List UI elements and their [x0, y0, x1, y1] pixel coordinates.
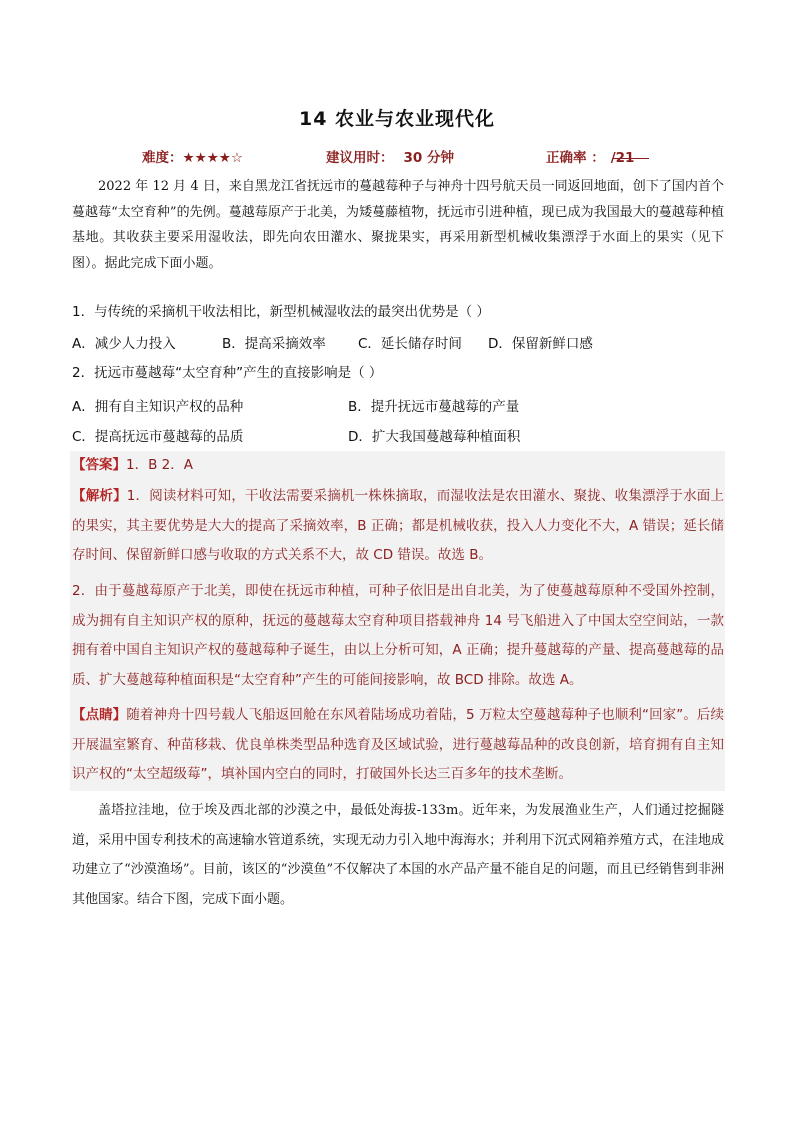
answer-text: 1．B 2．A — [126, 457, 193, 473]
analysis-tag: 【解析】 — [72, 488, 127, 504]
question-2-stem: 2．抚远市蔓越莓“太空育种”产生的直接影响是（ ） — [72, 365, 383, 381]
point-text: 随着神舟十四号载人飞船返回舱在东风着陆场成功着陆，5 万粒太空蔓越莓种子也顺利“回家”。后续开展温室繁育、种苗移栽、优良单株类型品种选育及区域试验，进行蔓越莓品种的改良创新，培育拥有自主知识产权的“太空超级莓”，填补国内空白的同时，打破国外长达三百多年的技术垄断。 — [72, 707, 724, 782]
suggested-time — [326, 146, 454, 166]
accuracy — [546, 146, 634, 166]
q1-option-a[interactable]: A．减少人力投入 — [72, 336, 176, 352]
accuracy-label: 正确率 ： — [546, 150, 605, 166]
q2-option-c[interactable]: C．提高抚远市蔓越莓的品质 — [72, 429, 244, 445]
accuracy-total: /21 — [610, 150, 635, 166]
answer-line — [72, 451, 724, 481]
time-label: 建议用时： — [326, 150, 394, 166]
q2-option-d[interactable]: D．扩大我国蔓越莓种植面积 — [348, 429, 521, 445]
point-tag: 【点睛】 — [72, 707, 127, 723]
q1-option-d[interactable]: D．保留新鲜口感 — [488, 336, 593, 352]
analysis-1 — [72, 482, 724, 571]
q1-option-b[interactable]: B．提高采摘效率 — [222, 336, 326, 352]
q2-option-a[interactable]: A．拥有自主知识产权的品种 — [72, 399, 244, 415]
passage-desert-fishery: 盖塔拉洼地，位于埃及西北部的沙漠之中，最低处海拔-133m。近年来，为发展渔业生产，人们通过挖掘隧道，采用中国专利技术的高速输水管道系统，实现无动力引入地中海海水；并利用下沉式网箱养殖方式，在洼地成功建立了“沙漠渔场”。目前，该区的“沙漠鱼”不仅解决了本国的水产品产量不能自足的问题，而且已经销售到非洲其他国家。结合下图，完成下面小题。 — [72, 803, 724, 907]
accuracy-blank[interactable] — [613, 146, 649, 159]
answer-tag: 【答案】 — [72, 457, 126, 473]
analysis-2: 2．由于蔓越莓原产于北美，即使在抚远市种植，可种子依旧是出自北美，为了使蔓越莓原种不受国外控制，成为拥有自主知识产权的原种，抚远的蔓越莓太空育种项目搭载神舟 14 号飞船进入了中国太空空间站，一款拥有着中国自主知识产权的蔓越莓种子诞生，由以上分析可知，A 正确；提升蔓越莓的产量、提高蔓越莓的品质、扩大蔓越莓种植面积是“太空育种”产生的可能间接影响，故 BCD 排除。故选 A。 — [72, 583, 724, 688]
q1-option-c[interactable]: C．延长储存时间 — [358, 336, 462, 352]
passage-cranberry: 2022 年 12 月 4 日，来自黑龙江省抚远市的蔓越莓种子与神舟十四号航天员一同返回地面，创下了国内首个蔓越莓“太空育种”的先例。蔓越莓原产于北美，为矮蔓藤植物，抚远市引进种植，现已成为我国最大的蔓越莓种植基地。其收获主要采用湿收法，即先向农田灌水、聚拢果实，再采用新型机械收集漂浮于水面上的果实（见下图）。据此完成下面小题。 — [72, 179, 724, 271]
difficulty-label: 难度： — [142, 150, 183, 166]
key-point — [72, 701, 724, 790]
question-1-stem: 1．与传统的采摘机干收法相比，新型机械湿收法的最突出优势是（ ） — [72, 304, 490, 320]
analysis-1-text: 1．阅读材料可知，干收法需要采摘机一株株摘取，而湿收法是农田灌水、聚拢、收集漂浮于水面上的果实，其主要优势是大大的提高了采摘效率，B 正确；都是机械收获，投入人力变化不大，A 错误；延长储存时间、保留新鲜口感与收取的方式关系不大，故 CD 错误。故选 B。 — [72, 488, 725, 563]
time-value: 30 分钟 — [403, 150, 454, 166]
q2-option-b[interactable]: B．提升抚远市蔓越莓的产量 — [348, 399, 520, 415]
difficulty — [142, 146, 243, 166]
page-title: 14 农业与农业现代化 — [298, 108, 496, 130]
difficulty-stars: ★★★★☆ — [182, 150, 244, 166]
